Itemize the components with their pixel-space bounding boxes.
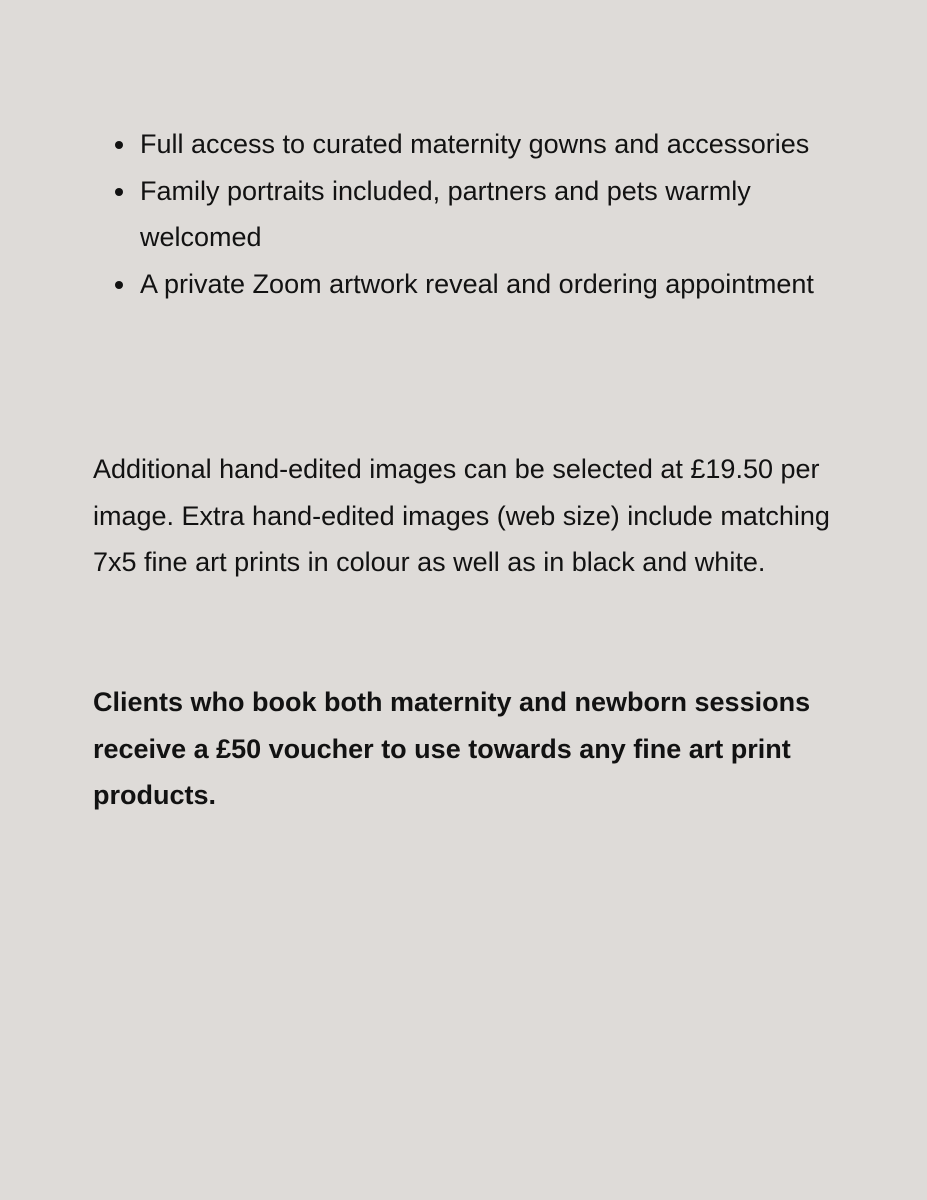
features-list	[93, 121, 853, 307]
extras-paragraph: Additional hand-edited images can be selected at £19.50 per image. Extra hand-edited images (web size) include matching 7x5 fine art prints in colour as well as in black and white.	[93, 454, 830, 577]
list-item	[93, 168, 853, 261]
bullet-icon	[115, 141, 123, 149]
bullet-icon	[115, 188, 123, 196]
list-item-text: Full access to curated maternity gowns and accessories	[140, 129, 810, 159]
list-item	[93, 121, 853, 168]
list-item-text: A private Zoom artwork reveal and ordering appointment	[140, 268, 814, 299]
list-item-text: Family portraits included, partners and pets warmly welcomed	[140, 175, 751, 252]
bullet-icon	[115, 281, 123, 289]
voucher-paragraph: Clients who book both maternity and newborn sessions receive a £50 voucher to use towards any fine art print products.	[93, 687, 811, 810]
list-item	[93, 261, 853, 308]
